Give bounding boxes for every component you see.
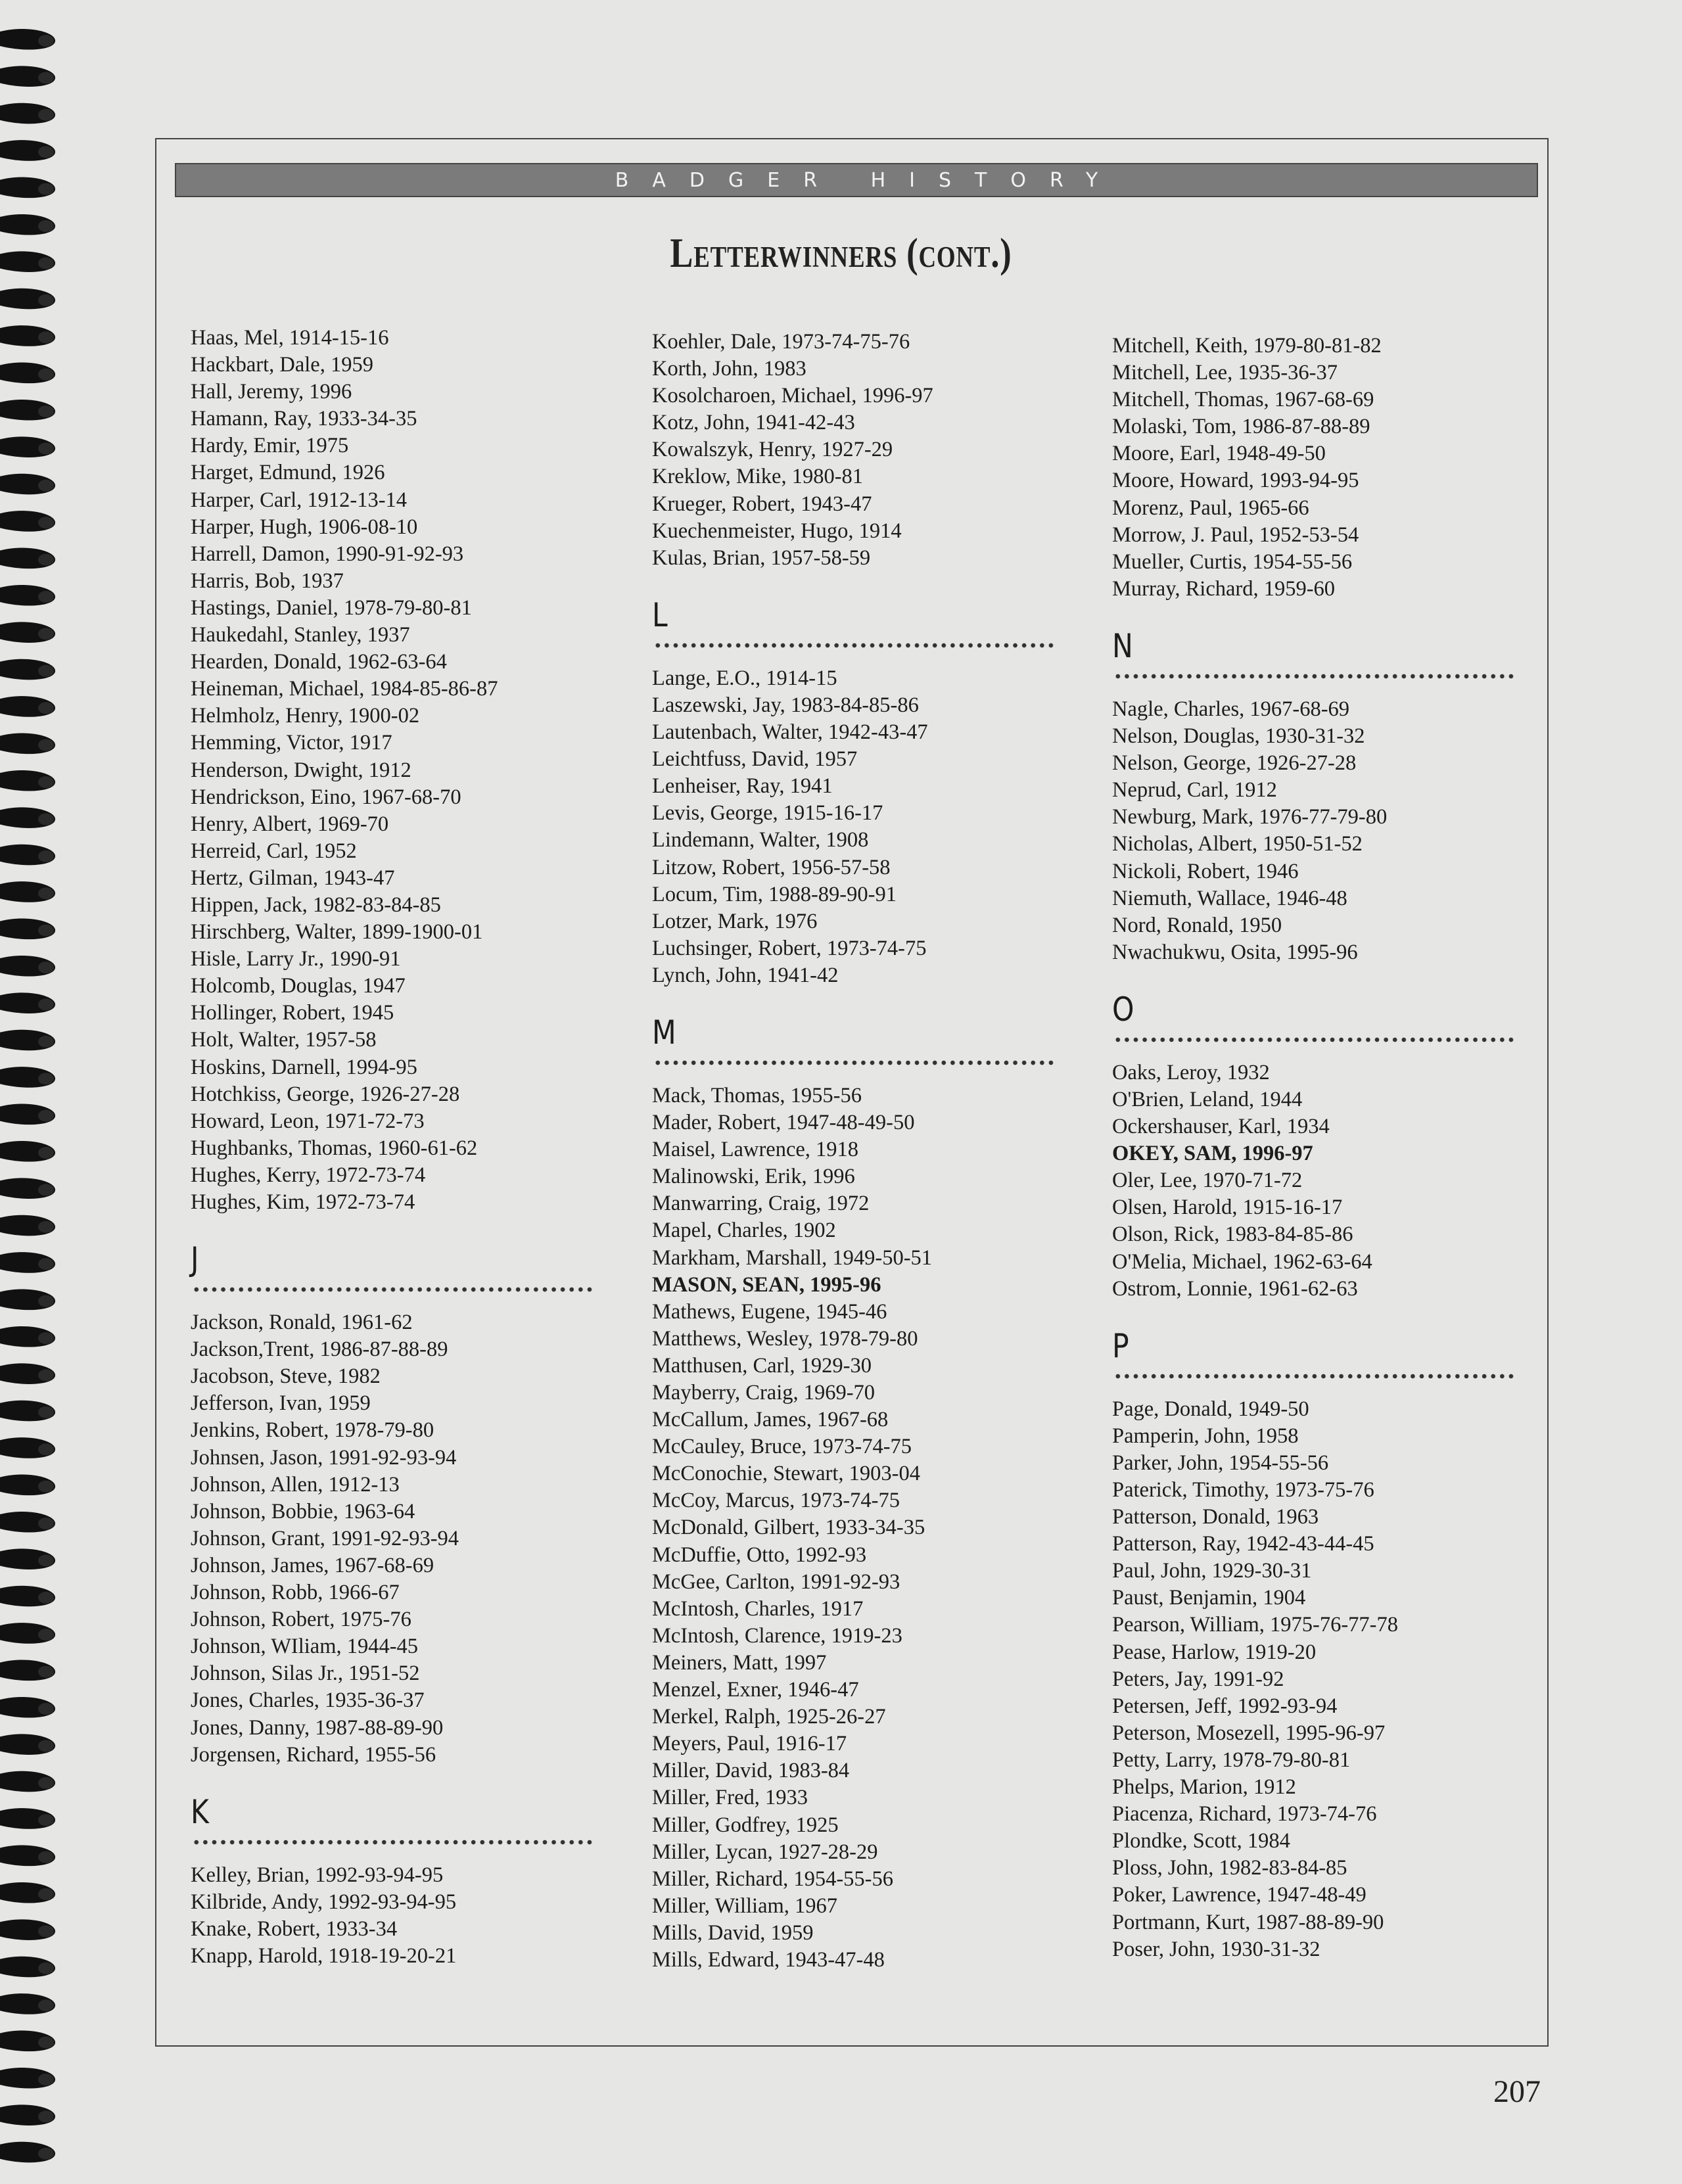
letterwinner-entry: Moore, Howard, 1993-94-95 — [1112, 469, 1359, 493]
spiral-coil — [0, 103, 55, 124]
letterwinner-entry: Oaks, Leroy, 1932 — [1112, 1060, 1270, 1084]
spiral-coil — [0, 1734, 55, 1755]
letterwinner-entry: Jenkins, Robert, 1978-79-80 — [191, 1418, 434, 1443]
section-letter: K — [191, 1792, 209, 1831]
letterwinner-entry: Kreklow, Mike, 1980-81 — [652, 465, 864, 489]
letterwinner-entry: Miller, Lycan, 1927-28-29 — [652, 1840, 878, 1864]
spiral-coil — [0, 1215, 55, 1236]
letterwinner-entry: Peterson, Mosezell, 1995-96-97 — [1112, 1721, 1386, 1745]
letterwinner-entry: Nickoli, Robert, 1946 — [1112, 859, 1299, 883]
letterwinner-entry: Ostrom, Lonnie, 1961-62-63 — [1112, 1276, 1358, 1301]
letterwinner-entry: Morrow, J. Paul, 1952-53-54 — [1112, 523, 1359, 547]
letterwinner-entry: Hastings, Daniel, 1978-79-80-81 — [191, 595, 472, 620]
spiral-coil — [0, 2142, 55, 2163]
spiral-coil — [0, 325, 55, 346]
letterwinner-entry: Leichtfuss, David, 1957 — [652, 747, 858, 772]
spiral-coil — [0, 1957, 55, 1978]
letterwinner-entry: Jacobson, Steve, 1982 — [191, 1364, 381, 1389]
letterwinner-entry: Kelley, Brian, 1992-93-94-95 — [191, 1863, 444, 1887]
letterwinner-entry: Hollinger, Robert, 1945 — [191, 1001, 394, 1025]
dotted-divider — [1113, 672, 1516, 680]
letterwinner-entry: Lautenbach, Walter, 1942-43-47 — [652, 720, 928, 745]
letterwinner-entry: McCauley, Bruce, 1973-74-75 — [652, 1435, 912, 1459]
letterwinner-entry: Koehler, Dale, 1973-74-75-76 — [652, 330, 910, 354]
letterwinner-entry: Hall, Jeremy, 1996 — [191, 380, 352, 404]
letterwinner-entry: Kosolcharoen, Michael, 1996-97 — [652, 384, 933, 408]
letterwinner-entry: Krueger, Robert, 1943-47 — [652, 492, 872, 516]
spiral-coil — [0, 66, 55, 87]
letterwinner-entry: Miller, William, 1967 — [652, 1894, 838, 1918]
spiral-coil — [0, 2068, 55, 2089]
letterwinner-entry: Johnsen, Jason, 1991-92-93-94 — [191, 1445, 457, 1470]
dotted-divider — [192, 1286, 594, 1293]
letterwinner-entry: Mitchell, Keith, 1979-80-81-82 — [1112, 334, 1382, 358]
letterwinner-entry: Holt, Walter, 1957-58 — [191, 1028, 377, 1052]
section-letter: N — [1112, 626, 1133, 665]
letterwinner-entry: Mills, Edward, 1943-47-48 — [652, 1947, 885, 1972]
letterwinner-entry: Korth, John, 1983 — [652, 357, 806, 381]
letterwinner-entry: Patterson, Ray, 1942-43-44-45 — [1112, 1532, 1374, 1556]
letterwinner-entry: Lotzer, Mark, 1976 — [652, 909, 818, 933]
spiral-coil — [0, 1141, 55, 1162]
letterwinner-entry: Luchsinger, Robert, 1973-74-75 — [652, 936, 927, 960]
spiral-coil — [0, 1660, 55, 1681]
letterwinner-entry: Jefferson, Ivan, 1959 — [191, 1391, 371, 1416]
letterwinner-entry: Johnson, Robert, 1975-76 — [191, 1608, 411, 1632]
letterwinner-entry: Mitchell, Lee, 1935-36-37 — [1112, 361, 1338, 385]
letterwinner-entry: Kowalszyk, Henry, 1927-29 — [652, 438, 893, 462]
letterwinner-entry: Petersen, Jeff, 1992-93-94 — [1112, 1694, 1338, 1718]
letterwinner-entry: Howard, Leon, 1971-72-73 — [191, 1109, 425, 1133]
letterwinner-entry: Jorgensen, Richard, 1955-56 — [191, 1742, 436, 1767]
spiral-coil — [0, 140, 55, 161]
letterwinner-entry: Harper, Carl, 1912-13-14 — [191, 488, 408, 512]
column-1 — [191, 325, 624, 1970]
letterwinner-entry: Plondke, Scott, 1984 — [1112, 1829, 1290, 1853]
letterwinner-entry: Moore, Earl, 1948-49-50 — [1112, 442, 1326, 466]
letterwinner-entry: Mitchell, Thomas, 1967-68-69 — [1112, 388, 1374, 412]
letterwinner-entry: Morenz, Paul, 1965-66 — [1112, 496, 1309, 520]
letterwinner-entry: Locum, Tim, 1988-89-90-91 — [652, 882, 897, 906]
letterwinner-entry: Nwachukwu, Osita, 1995-96 — [1112, 940, 1358, 964]
letterwinner-entry: Lynch, John, 1941-42 — [652, 963, 839, 987]
spiral-coil — [0, 289, 55, 310]
spiral-coil — [0, 1882, 55, 1903]
letterwinner-entry: Hearden, Donald, 1962-63-64 — [191, 650, 447, 674]
spiral-coil — [0, 1475, 55, 1496]
letterwinner-entry: Petty, Larry, 1978-79-80-81 — [1112, 1748, 1351, 1772]
letterwinner-entry: Kotz, John, 1941-42-43 — [652, 411, 855, 435]
letterwinner-entry: Lange, E.O., 1914-15 — [652, 666, 837, 690]
letterwinner-entry: Malinowski, Erik, 1996 — [652, 1165, 855, 1189]
section-letter: M — [652, 1013, 676, 1052]
spiral-coil — [0, 1437, 55, 1458]
letterwinner-entry: Piacenza, Richard, 1973-74-76 — [1112, 1802, 1377, 1826]
spiral-coil — [0, 1586, 55, 1607]
spiral-coil — [0, 1808, 55, 1829]
letterwinner-entry: Nord, Ronald, 1950 — [1112, 913, 1282, 937]
letterwinner-entry: O'Brien, Leland, 1944 — [1112, 1087, 1303, 1111]
spiral-coil — [0, 474, 55, 495]
section-banner: BADGER HISTORY — [175, 163, 1538, 197]
letterwinner-entry: Hoskins, Darnell, 1994-95 — [191, 1055, 417, 1079]
letterwinner-entry: Oler, Lee, 1970-71-72 — [1112, 1169, 1303, 1193]
letterwinner-entry: Hippen, Jack, 1982-83-84-85 — [191, 893, 441, 917]
letterwinner-entry: Mueller, Curtis, 1954-55-56 — [1112, 549, 1353, 574]
letterwinner-entry: McIntosh, Clarence, 1919-23 — [652, 1623, 902, 1648]
letterwinner-entry: Maisel, Lawrence, 1918 — [652, 1138, 859, 1162]
letterwinner-entry: Mills, David, 1959 — [652, 1920, 814, 1945]
spiral-coil — [0, 1067, 55, 1088]
letterwinner-entry: McCoy, Marcus, 1973-74-75 — [652, 1489, 900, 1513]
letterwinner-entry: Menzel, Exner, 1946-47 — [652, 1678, 859, 1702]
letterwinner-entry: Henry, Albert, 1969-70 — [191, 812, 389, 836]
letterwinner-entry: Henderson, Dwight, 1912 — [191, 758, 411, 782]
letterwinner-entry: Markham, Marshall, 1949-50-51 — [652, 1245, 933, 1270]
letterwinner-entry: Nicholas, Albert, 1950-51-52 — [1112, 832, 1363, 856]
spiral-coil — [0, 733, 55, 755]
letterwinner-entry: Haas, Mel, 1914-15-16 — [191, 326, 389, 350]
column-2 — [652, 329, 1086, 1974]
letterwinner-entry: Pearson, William, 1975-76-77-78 — [1112, 1613, 1398, 1637]
letterwinner-entry: Peters, Jay, 1991-92 — [1112, 1667, 1284, 1691]
letterwinner-entry: Johnson, Silas Jr., 1951-52 — [191, 1661, 420, 1686]
letterwinner-entry: Molaski, Tom, 1986-87-88-89 — [1112, 415, 1370, 439]
spiral-coil — [0, 1919, 55, 1940]
letterwinner-entry: Knake, Robert, 1933-34 — [191, 1917, 398, 1941]
spiral-coil — [0, 1993, 55, 2014]
letterwinner-entry: Kuechenmeister, Hugo, 1914 — [652, 519, 902, 543]
letterwinner-entry: Patterson, Donald, 1963 — [1112, 1505, 1319, 1529]
spiral-coil — [0, 1771, 55, 1792]
spiral-coil — [0, 1178, 55, 1199]
spiral-coil — [0, 770, 55, 791]
letterwinner-entry: Murray, Richard, 1959-60 — [1112, 576, 1336, 601]
dotted-divider — [192, 1838, 594, 1846]
letterwinner-entry: MASON, SEAN, 1995-96 — [652, 1272, 881, 1297]
spiral-coil — [0, 807, 55, 828]
section-letter: P — [1112, 1326, 1129, 1365]
spiral-coil — [0, 1548, 55, 1569]
spiral-coil — [0, 696, 55, 717]
letterwinner-entry: Pamperin, John, 1958 — [1112, 1424, 1299, 1448]
letterwinner-entry: Meyers, Paul, 1916-17 — [652, 1732, 847, 1756]
letterwinner-entry: Heineman, Michael, 1984-85-86-87 — [191, 677, 498, 701]
letterwinner-entry: Harrell, Damon, 1990-91-92-93 — [191, 542, 464, 566]
spiral-coil — [0, 251, 55, 272]
letterwinner-entry: Olson, Rick, 1983-84-85-86 — [1112, 1222, 1353, 1247]
letterwinner-entry: Niemuth, Wallace, 1946-48 — [1112, 886, 1347, 910]
spiral-coil — [0, 511, 55, 532]
letterwinner-entry: Haukedahl, Stanley, 1937 — [191, 623, 410, 647]
letterwinner-entry: McIntosh, Charles, 1917 — [652, 1596, 864, 1621]
letterwinner-entry: Meiners, Matt, 1997 — [652, 1650, 827, 1675]
spiral-coil — [0, 29, 55, 50]
spiral-coil — [0, 1030, 55, 1051]
letterwinner-entry: Harris, Bob, 1937 — [191, 569, 344, 593]
letterwinner-entry: Helmholz, Henry, 1900-02 — [191, 704, 420, 728]
letterwinner-entry: Miller, Richard, 1954-55-56 — [652, 1867, 893, 1891]
letterwinner-entry: Litzow, Robert, 1956-57-58 — [652, 855, 891, 879]
letterwinner-entry: Knapp, Harold, 1918-19-20-21 — [191, 1943, 457, 1968]
letterwinner-entry: Newburg, Mark, 1976-77-79-80 — [1112, 805, 1388, 829]
section-letter: J — [191, 1240, 199, 1279]
letterwinner-entry: Holcomb, Douglas, 1947 — [191, 974, 406, 998]
spiral-coil — [0, 1401, 55, 1422]
letterwinner-entry: Jones, Charles, 1935-36-37 — [191, 1688, 425, 1713]
letterwinner-entry: Miller, David, 1983-84 — [652, 1759, 850, 1783]
letterwinner-entry: Manwarring, Craig, 1972 — [652, 1192, 870, 1216]
spiral-coil — [0, 659, 55, 680]
letterwinner-entry: Paterick, Timothy, 1973-75-76 — [1112, 1478, 1374, 1502]
letterwinner-entry: McGee, Carlton, 1991-92-93 — [652, 1569, 900, 1594]
letterwinner-entry: Neprud, Carl, 1912 — [1112, 778, 1277, 802]
letterwinner-entry: Johnson, Allen, 1912-13 — [191, 1472, 400, 1497]
spiral-coil — [0, 622, 55, 643]
letterwinner-entry: Kulas, Brian, 1957-58-59 — [652, 546, 871, 570]
letterwinner-entry: Poser, John, 1930-31-32 — [1112, 1937, 1320, 1961]
letterwinner-entry: McDonald, Gilbert, 1933-34-35 — [652, 1516, 925, 1540]
spiral-coil — [0, 1326, 55, 1347]
letterwinner-entry: Hotchkiss, George, 1926-27-28 — [191, 1082, 460, 1106]
spiral-coil — [0, 1104, 55, 1125]
letterwinner-entry: Lenheiser, Ray, 1941 — [652, 774, 833, 799]
spiral-coil — [0, 1363, 55, 1384]
spiral-coil — [0, 1623, 55, 1644]
dotted-divider — [653, 1059, 1056, 1067]
letterwinner-entry: O'Melia, Michael, 1962-63-64 — [1112, 1249, 1372, 1274]
letterwinner-entry: Hisle, Larry Jr., 1990-91 — [191, 947, 401, 971]
letterwinner-entry: McCallum, James, 1967-68 — [652, 1408, 889, 1432]
spiral-coil — [0, 400, 55, 421]
letterwinner-entry: Jackson,Trent, 1986-87-88-89 — [191, 1337, 448, 1362]
letterwinner-entry: Jones, Danny, 1987-88-89-90 — [191, 1715, 444, 1740]
letterwinner-entry: Harper, Hugh, 1906-08-10 — [191, 515, 418, 539]
letterwinner-entry: Lindemann, Walter, 1908 — [652, 828, 869, 852]
letterwinner-entry: McConochie, Stewart, 1903-04 — [652, 1462, 920, 1486]
letterwinner-entry: Johnson, James, 1967-68-69 — [191, 1553, 434, 1577]
letterwinner-entry: Mayberry, Craig, 1969-70 — [652, 1381, 876, 1405]
letterwinner-entry: Miller, Godfrey, 1925 — [652, 1813, 839, 1837]
letterwinner-entry: Hughes, Kim, 1972-73-74 — [191, 1190, 415, 1214]
letterwinner-entry: McDuffie, Otto, 1992-93 — [652, 1543, 867, 1567]
spiral-binding — [0, 0, 79, 2184]
letterwinner-entry: Phelps, Marion, 1912 — [1112, 1775, 1296, 1800]
letterwinner-entry: Herreid, Carl, 1952 — [191, 839, 357, 863]
letterwinner-entry: Hughbanks, Thomas, 1960-61-62 — [191, 1136, 478, 1160]
column-3 — [1112, 333, 1546, 1963]
letterwinner-entry: Mapel, Charles, 1902 — [652, 1219, 836, 1243]
letterwinner-entry: Hertz, Gilman, 1943-47 — [191, 866, 395, 890]
spiral-coil — [0, 2031, 55, 2052]
spiral-coil — [0, 881, 55, 902]
section-letter: L — [652, 595, 668, 634]
spiral-coil — [0, 436, 55, 457]
letterwinner-entry: OKEY, SAM, 1996-97 — [1112, 1142, 1313, 1166]
letterwinner-entry: Johnson, Bobbie, 1963-64 — [191, 1499, 415, 1523]
letterwinner-entry: Paul, John, 1929-30-31 — [1112, 1559, 1312, 1583]
letterwinner-entry: Mack, Thomas, 1955-56 — [652, 1083, 862, 1107]
letterwinner-entry: Hamann, Ray, 1933-34-35 — [191, 407, 417, 431]
spiral-coil — [0, 956, 55, 977]
letterwinner-entry: Jackson, Ronald, 1961-62 — [191, 1311, 413, 1335]
letterwinner-entry: Hackbart, Dale, 1959 — [191, 353, 373, 377]
letterwinner-entry: Hendrickson, Eino, 1967-68-70 — [191, 785, 461, 809]
letterwinner-entry: Nelson, Douglas, 1930-31-32 — [1112, 724, 1365, 749]
letterwinner-entry: Pease, Harlow, 1919-20 — [1112, 1640, 1317, 1664]
letterwinner-entry: Johnson, WIliam, 1944-45 — [191, 1635, 419, 1659]
letterwinner-entry: Hardy, Emir, 1975 — [191, 434, 349, 458]
spiral-coil — [0, 992, 55, 1013]
letterwinner-entry: Ploss, John, 1982-83-84-85 — [1112, 1856, 1347, 1880]
spiral-coil — [0, 1846, 55, 1867]
spiral-coil — [0, 2104, 55, 2126]
letterwinner-entry: Miller, Fred, 1933 — [652, 1786, 808, 1810]
spiral-coil — [0, 1252, 55, 1273]
letterwinner-entry: Mathews, Eugene, 1945-46 — [652, 1299, 887, 1324]
section-letter: O — [1112, 990, 1134, 1029]
letterwinner-entry: Johnson, Robb, 1966-67 — [191, 1581, 400, 1605]
spiral-coil — [0, 177, 55, 198]
letterwinner-entry: Johnson, Grant, 1991-92-93-94 — [191, 1526, 459, 1550]
letterwinner-entry: Poker, Lawrence, 1947-48-49 — [1112, 1883, 1367, 1907]
letterwinner-entry: Laszewski, Jay, 1983-84-85-86 — [652, 693, 919, 717]
spiral-coil — [0, 919, 55, 940]
letterwinner-entry: Harget, Edmund, 1926 — [191, 461, 385, 485]
letterwinner-entry: Matthusen, Carl, 1929-30 — [652, 1353, 872, 1378]
letterwinner-entry: Page, Donald, 1949-50 — [1112, 1397, 1309, 1421]
letterwinner-entry: Parker, John, 1954-55-56 — [1112, 1451, 1329, 1475]
spiral-coil — [0, 585, 55, 606]
letterwinner-entry: Kilbride, Andy, 1992-93-94-95 — [191, 1890, 457, 1914]
letterwinner-entry: Hemming, Victor, 1917 — [191, 731, 392, 755]
page-number: 207 — [1493, 2074, 1541, 2109]
letterwinner-entry: Portmann, Kurt, 1987-88-89-90 — [1112, 1910, 1384, 1934]
spiral-coil — [0, 214, 55, 235]
letterwinner-entry: Nelson, George, 1926-27-28 — [1112, 751, 1357, 776]
spiral-coil — [0, 1512, 55, 1533]
letterwinner-entry: Ockershauser, Karl, 1934 — [1112, 1115, 1330, 1139]
page-title: Letterwinners (cont.) — [670, 229, 1012, 276]
spiral-coil — [0, 845, 55, 866]
letterwinner-entry: Olsen, Harold, 1915-16-17 — [1112, 1196, 1343, 1220]
spiral-coil — [0, 548, 55, 569]
spiral-coil — [0, 363, 55, 384]
dotted-divider — [1113, 1372, 1516, 1380]
dotted-divider — [1113, 1036, 1516, 1044]
dotted-divider — [653, 641, 1056, 649]
letterwinner-entry: Hirschberg, Walter, 1899-1900-01 — [191, 920, 483, 944]
letterwinner-entry: Nagle, Charles, 1967-68-69 — [1112, 697, 1350, 721]
spiral-coil — [0, 1697, 55, 1718]
letterwinner-entry: Mader, Robert, 1947-48-49-50 — [652, 1111, 915, 1135]
letterwinner-entry: Merkel, Ralph, 1925-26-27 — [652, 1705, 886, 1729]
spiral-coil — [0, 1289, 55, 1311]
letterwinner-entry: Hughes, Kerry, 1972-73-74 — [191, 1163, 426, 1187]
letterwinner-entry: Paust, Benjamin, 1904 — [1112, 1586, 1306, 1610]
letterwinner-entry: Levis, George, 1915-16-17 — [652, 801, 883, 825]
letterwinner-entry: Matthews, Wesley, 1978-79-80 — [652, 1326, 918, 1351]
